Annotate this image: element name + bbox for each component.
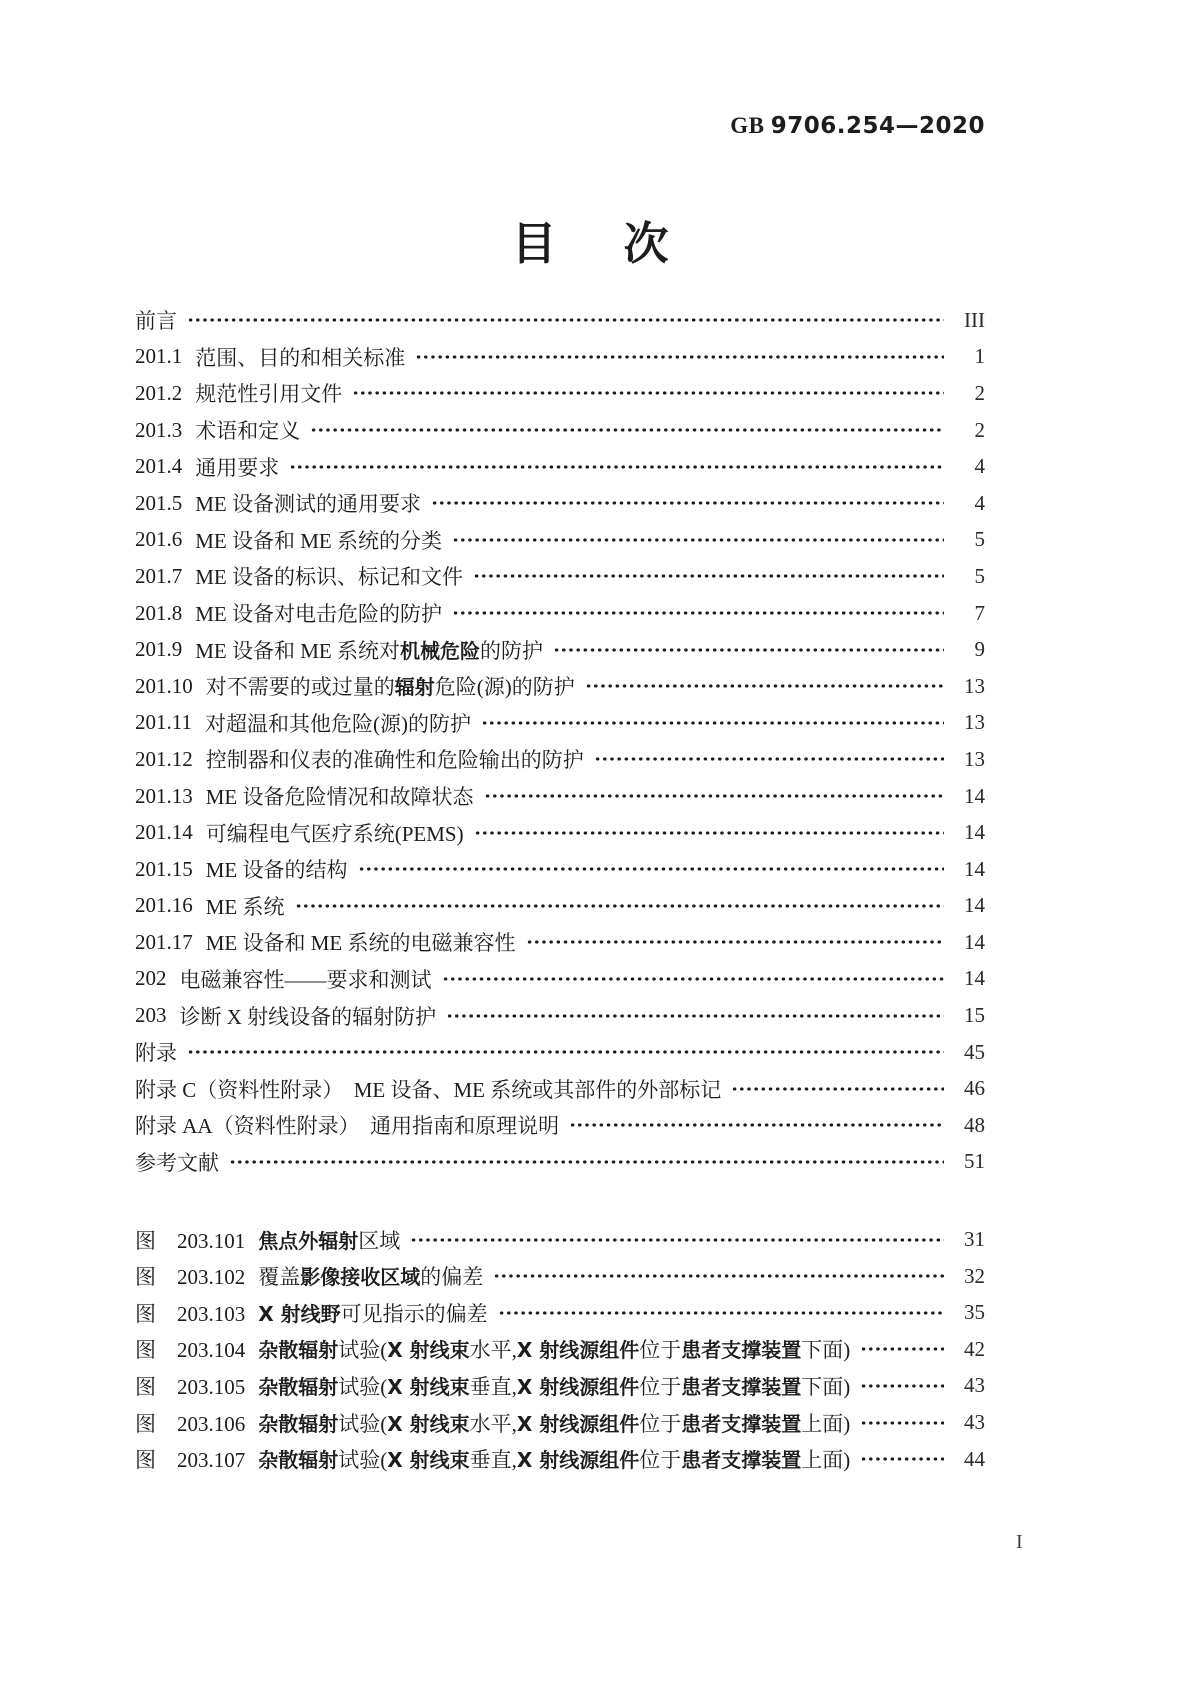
toc-entry-number: 201.2 [135,380,183,405]
toc-entry-title: ME 设备和 ME 系统的电磁兼容性 [205,931,516,956]
dot-leader [585,681,944,691]
toc-entry-title: 规范性引用文件 [195,382,343,407]
dot-leader [410,1235,944,1245]
toc-figure-list [135,1221,985,1477]
toc-entry-title: 诊断 X 射线设备的辐射防护 [179,1004,437,1029]
toc-page-number: 32 [964,1263,985,1288]
toc-page-number: 14 [964,966,985,991]
toc-entry-number: 图 203.106 [135,1411,246,1436]
toc-entry-title: 附录 C（资料性附录） ME 设备、ME 系统或其部件的外部标记 [135,1077,722,1102]
toc-entry-title: ME 设备危险情况和故障状态 [205,785,474,810]
toc-entry-title: X 射线野可见指示的偏差 [258,1301,488,1326]
toc-entry-title: ME 系统 [205,894,285,919]
toc-page-number: 4 [974,454,985,479]
toc-page-number: 35 [964,1300,985,1325]
toc-entry-title: 杂散辐射试验(X 射线束水平,X 射线源组件位于患者支撑装置上面) [258,1411,851,1436]
toc-row [135,705,985,742]
toc-entry-number: 201.8 [135,600,183,625]
dot-leader [310,425,944,435]
dot-leader [474,828,944,838]
toc-entry-title: 范围、目的和相关标准 [195,345,406,370]
toc-row [135,814,985,851]
toc-page-number: 14 [964,856,985,881]
toc-row [135,448,985,485]
toc-page-number: 1 [974,344,985,369]
toc-entry-number: 图 203.101 [135,1228,246,1253]
toc-row [135,485,985,522]
toc-entry-title: ME 设备的结构 [205,858,348,883]
toc-row [135,1144,985,1181]
toc-entry-title: 对不需要的或过量的辐射危险(源)的防护 [205,675,575,700]
toc-page-number: 46 [964,1076,985,1101]
toc-entry-number: 图 203.107 [135,1448,246,1473]
toc-row [135,1258,985,1295]
toc-row [135,1070,985,1107]
toc-page-number: 13 [964,746,985,771]
toc-entry-title: 对超温和其他危险(源)的防护 [204,711,471,736]
toc-row [135,961,985,998]
toc-page-number: 15 [964,1003,985,1028]
dot-leader [442,974,945,984]
dot-leader [452,608,944,618]
toc-entry-number: 201.3 [135,417,183,442]
toc-row [135,339,985,376]
toc-row [135,851,985,888]
toc-row [135,924,985,961]
dot-leader [860,1418,944,1428]
toc-entry-title: 覆盖影像接收区域的偏差 [258,1265,484,1290]
toc-row [135,1404,985,1441]
toc-entry-title: ME 设备对电击危险的防护 [195,602,442,627]
dot-leader [352,388,944,398]
toc-page-number: 5 [974,563,985,588]
dot-leader [473,571,944,581]
toc-row [135,1034,985,1071]
dot-leader [187,1047,944,1057]
toc-page-number: 13 [964,710,985,735]
dot-leader [484,791,945,801]
toc-row [135,375,985,412]
toc-page-number: 9 [974,637,985,662]
dot-leader [289,462,944,472]
dot-leader [860,1454,944,1464]
toc-entry-number: 201.4 [135,454,183,479]
toc-row [135,1441,985,1478]
toc-entry-title: 附录 AA（资料性附录） 通用指南和原理说明 [135,1114,560,1139]
toc-entry-title: ME 设备和 ME 系统的分类 [195,528,442,553]
toc-page-number: III [964,307,985,332]
dot-leader [493,1271,944,1281]
dot-leader [446,1011,944,1021]
toc-entry-title: 术语和定义 [195,419,301,444]
toc-section-list [135,302,985,1180]
toc-entry-title: ME 设备和 ME 系统对机械危险的防护 [195,638,543,663]
toc-entry-title: ME 设备的标识、标记和文件 [195,565,463,590]
toc-entry-number: 图 203.104 [135,1338,246,1363]
toc-entry-number: 201.16 [135,893,193,918]
dot-leader [569,1120,944,1130]
page-title: 目 次 [511,217,680,270]
toc-row [135,302,985,339]
dot-leader [295,901,945,911]
dot-leader [731,1084,944,1094]
toc-entry-title: 焦点外辐射区域 [258,1228,401,1253]
toc-row [135,997,985,1034]
toc-page-number: 42 [964,1336,985,1361]
toc-entry-title: 杂散辐射试验(X 射线束垂直,X 射线源组件位于患者支撑装置下面) [258,1374,851,1399]
toc-page-number: 51 [964,1149,985,1174]
toc-page-number: 2 [974,380,985,405]
toc-page-number: 5 [974,527,985,552]
standard-code-number: 9706.254—2020 [770,113,985,139]
toc-entry-title: ME 设备测试的通用要求 [195,492,421,517]
toc-entry-number: 201.1 [135,344,183,369]
toc-row [135,1368,985,1405]
dot-leader [860,1344,944,1354]
toc-entry-number: 201.15 [135,856,193,881]
toc-entry-number: 201.14 [135,820,193,845]
toc-page-number: 14 [964,783,985,808]
toc-page-number: 14 [964,820,985,845]
dot-leader [481,718,944,728]
dot-leader [187,315,944,325]
standard-code [730,113,985,139]
toc-page-number: 4 [974,490,985,515]
toc-page-number: 14 [964,893,985,918]
toc-entry-number: 202 [135,966,167,991]
toc-row [135,412,985,449]
toc-page-number: 14 [964,929,985,954]
toc-entry-title: 电磁兼容性——要求和测试 [179,967,432,992]
toc-row [135,778,985,815]
toc-page-number: 44 [964,1446,985,1471]
dot-leader [498,1308,944,1318]
standard-code-prefix: GB [730,113,771,138]
table-of-contents [135,302,985,1477]
page-number-footer: I [1016,1531,1023,1553]
dot-leader [553,645,944,655]
toc-entry-number: 201.5 [135,490,183,515]
toc-entry-number: 203 [135,1003,167,1028]
toc-entry-title: 通用要求 [195,455,280,480]
dot-leader [415,352,944,362]
dot-leader [431,498,944,508]
toc-entry-number: 201.11 [135,710,192,735]
toc-row [135,741,985,778]
toc-row [135,1294,985,1331]
toc-entry-number: 201.13 [135,783,193,808]
toc-row [135,1331,985,1368]
dot-leader [860,1381,944,1391]
toc-entry-number: 201.12 [135,746,193,771]
toc-row [135,668,985,705]
toc-entry-number: 201.17 [135,929,193,954]
toc-entry-number: 图 203.103 [135,1301,246,1326]
toc-entry-number: 201.10 [135,673,193,698]
toc-page-number: 31 [964,1227,985,1252]
toc-page-number: 7 [974,600,985,625]
toc-row [135,631,985,668]
toc-page-number: 45 [964,1039,985,1064]
toc-entry-title: 附录 [135,1041,177,1066]
toc-row [135,1221,985,1258]
toc-entry-title: 参考文献 [135,1150,219,1175]
dot-leader [452,535,944,545]
toc-entry-number: 201.7 [135,563,183,588]
toc-entry-title: 前言 [135,309,177,334]
toc-row [135,558,985,595]
dot-leader [229,1157,944,1167]
toc-page-number: 43 [964,1410,985,1435]
dot-leader [594,754,944,764]
toc-entry-title: 可编程电气医疗系统(PEMS) [205,821,464,846]
toc-entry-number: 201.6 [135,527,183,552]
dot-leader [526,937,945,947]
toc-entry-number: 图 203.105 [135,1374,246,1399]
toc-page-number: 48 [964,1112,985,1137]
toc-row [135,522,985,559]
toc-row [135,1107,985,1144]
toc-row [135,595,985,632]
toc-page-number: 13 [964,673,985,698]
toc-entry-title: 控制器和仪表的准确性和危险输出的防护 [205,748,584,773]
toc-row [135,888,985,925]
toc-entry-title: 杂散辐射试验(X 射线束垂直,X 射线源组件位于患者支撑装置上面) [258,1448,851,1473]
dot-leader [358,864,945,874]
toc-entry-title: 杂散辐射试验(X 射线束水平,X 射线源组件位于患者支撑装置下面) [258,1338,851,1363]
toc-entry-number: 201.9 [135,637,183,662]
toc-entry-number: 图 203.102 [135,1265,246,1290]
toc-page-number: 2 [974,417,985,442]
toc-page-number: 43 [964,1373,985,1398]
